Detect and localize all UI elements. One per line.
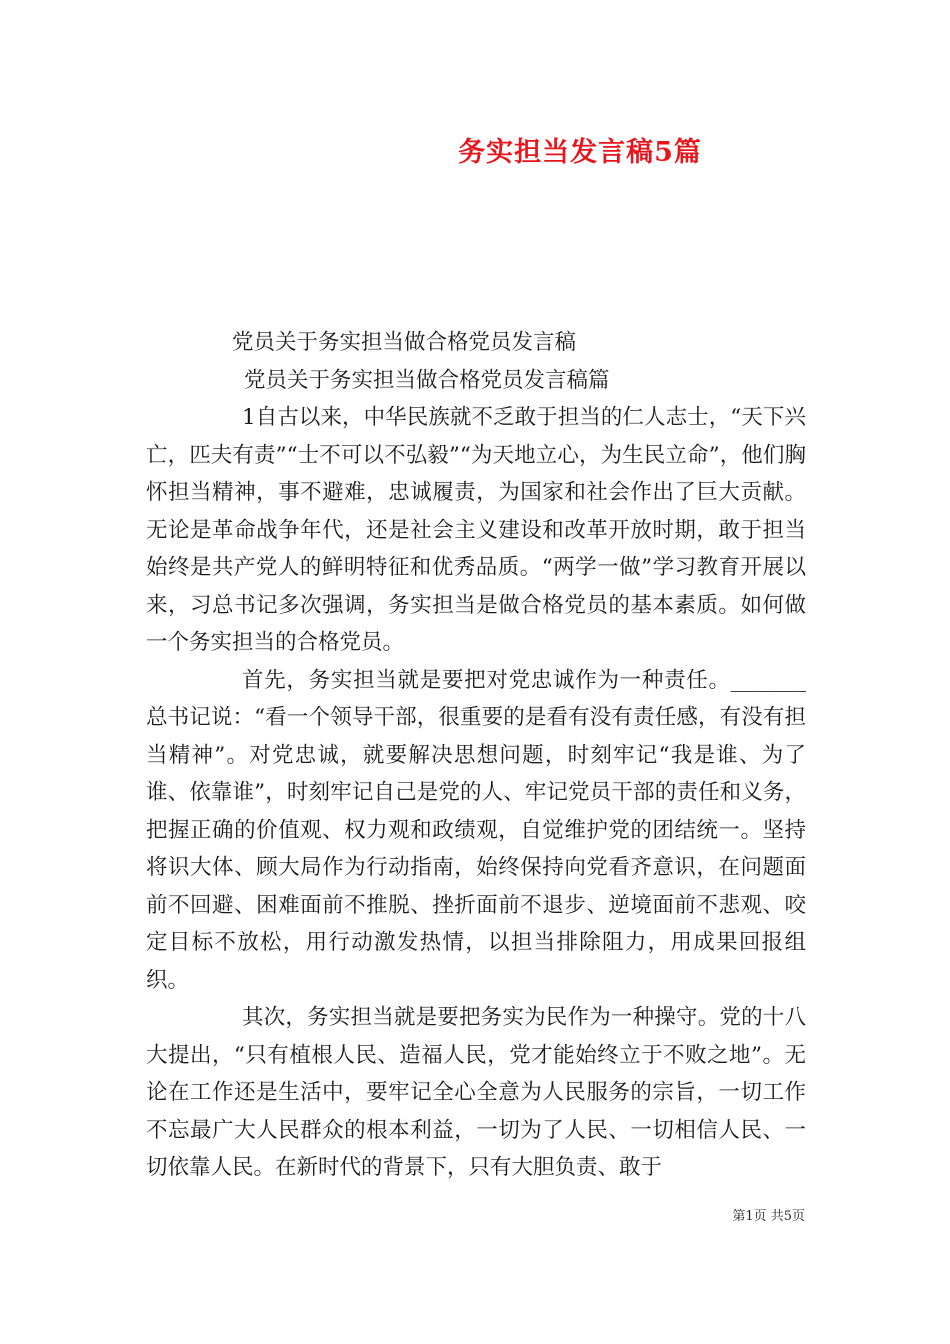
document-title: 务实担当发言稿5篇 — [458, 137, 702, 168]
subheading-2: 党员关于务实担当做合格党员发言稿篇 — [244, 367, 610, 393]
paragraph-2: 首先，务实担当就是要把对党忠诚作为一种责任。_______总书记说：“看一个领导干部，很重要的是看有没有责任感，有没有担当精神”。对党忠诚，就要解决思想问题，时刻牢记“我是谁、为了谁、依靠谁”，时刻牢记自己是党的人、牢记党员干部的责任和义务，把握正确的价值观、权力观和政绩观，自觉维护党的团结统一。坚持将识大体、顾大局作为行动指南，始终保持向党看齐意识，在问题面前不回避、困难面前不推脱、挫折面前不退步、逆境面前不悲观、咬定目标不放松，用行动激发热情，以担当排除阻力，用成果回报组织。 — [146, 667, 806, 993]
page-number-footer: 第1页 共5页 — [732, 1209, 805, 1224]
subheading-1: 党员关于务实担当做合格党员发言稿 — [232, 330, 577, 355]
paragraph-1: 1自古以来，中华民族就不乏敢于担当的仁人志士，“天下兴亡，匹夫有责”“士不可以不弘毅”“为天地立心，为生民立命”，他们胸怀担当精神，事不避难，忠诚履责，为国家和社会作出了巨大贡献。无论是革命战争年代，还是社会主义建设和改革开放时期，敢于担当始终是共产党人的鲜明特征和优秀品质。“两学一做”学习教育开展以来，习总书记多次强调，务实担当是做合格党员的基本素质。如何做一个务实担当的合格党员。 — [146, 405, 806, 655]
paragraph-3: 其次，务实担当就是要把务实为民作为一种操守。党的十八大提出，“只有植根人民、造福人民，党才能始终立于不败之地”。无论在工作还是生活中，要牢记全心全意为人民服务的宗旨，一切工作不忘最广大人民群众的根本利益，一切为了人民、一切相信人民、一切依靠人民。在新时代的背景下，只有大胆负责、敢于 — [146, 1005, 806, 1180]
document-body — [146, 324, 806, 1187]
